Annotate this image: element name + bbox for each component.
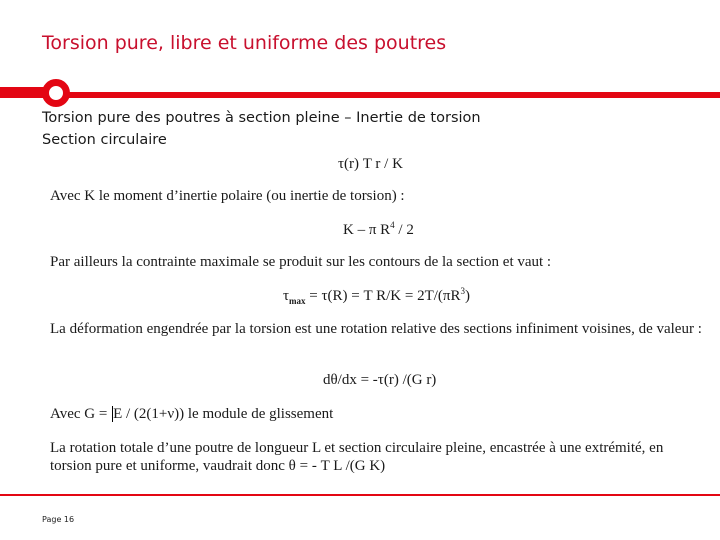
equation-tau-max-subscript: max (289, 296, 306, 306)
equation-tau-max-end: ) (464, 288, 470, 304)
section-subheading: Section circulaire (42, 132, 167, 148)
paragraph-shear-modulus (50, 405, 705, 423)
accent-line (0, 92, 720, 98)
equation-tau-symbol: τ (283, 288, 290, 304)
shear-modulus-end: E / (2(1+ν)) le module de glissement (113, 406, 334, 422)
equation-tau-max-exponent: 3 (460, 286, 465, 296)
footer-line (0, 494, 720, 496)
page-number: Page 16 (42, 515, 75, 524)
paragraph-total-rotation: La rotation totale d’une poutre de longueur L et section circulaire pleine, encastrée à une extrémité, en torsion pure et uniforme, vaudrait donc θ = - T L /(G K) (50, 440, 664, 474)
accent-line-left (0, 87, 44, 95)
equation-k-exponent: 4 (390, 220, 395, 230)
equation-k (343, 220, 414, 239)
equation-k-rest: / 2 (394, 222, 414, 238)
paragraph-polar-inertia: Avec K le moment d’inertie polaire (ou inertie de torsion) : (50, 188, 405, 204)
equation-tau: τ(r) T r / K (338, 156, 403, 172)
equation-tau-max-main: = τ(R) = T R/K = 2T/(πR (305, 288, 461, 304)
equation-k-main: K – π R (343, 222, 391, 238)
paragraph-max-stress: Par ailleurs la contrainte maximale se produit sur les contours de la section et vaut : (50, 254, 552, 270)
paragraph-deformation: La déformation engendrée par la torsion est une rotation relative des sections infiniment voisines, de valeur : (50, 321, 702, 337)
accent-circle-icon (42, 79, 70, 107)
equation-tau-max (283, 286, 470, 306)
section-heading: Torsion pure des poutres à section pleine – Inertie de torsion (42, 110, 481, 126)
shear-modulus-start: Avec G = (50, 406, 112, 422)
slide-title: Torsion pure, libre et uniforme des poutres (42, 32, 447, 54)
equation-dtheta: dθ/dx = -τ(r) /(G r) (323, 372, 437, 388)
